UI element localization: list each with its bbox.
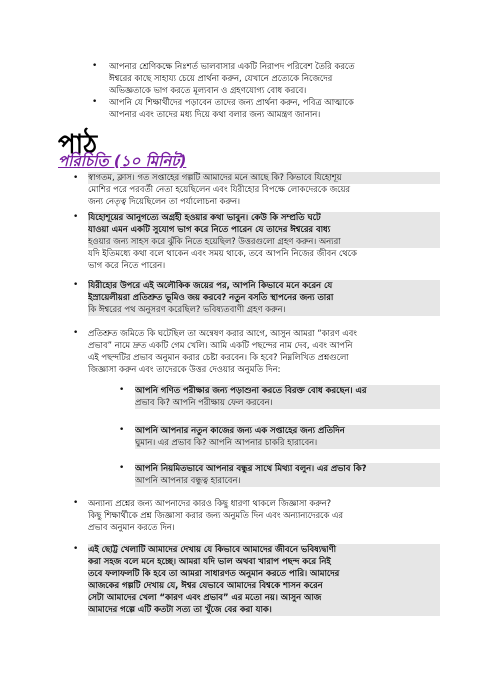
lesson-item-1-line-2: মোশির পরে পরবর্তী নেতা হয়েছিলেন এবং যিরীহোর বিপক্ষে লোকদেরকে জয়ের	[88, 184, 351, 194]
bullet-icon: •	[92, 97, 98, 107]
closing-item-1-line-1: অন্যান্য প্রশ্নের জন্য আপনাদের কারও কিছু ধারণা থাকলে জিজ্ঞাসা করুন?	[88, 498, 332, 508]
bullet-icon: •	[73, 328, 79, 338]
lesson-item-4-line-3: এই পছন্দটির প্রভাব অনুমান করার চেষ্টা করবেন। কি হবে? নিম্নলিখিত প্রশ্নগুলো	[88, 352, 349, 362]
bullet-icon: •	[73, 280, 79, 290]
lesson-item-2-line-4: যদি ইতিমধ্যে কথা বলে থাকেন এবং সময় থাকে, তবে আপনি নিজের জীবন থেকে	[88, 248, 357, 258]
intro-item-2-line-2: আপনার এবং তাদের মধ্য দিয়ে কথা বলার জন্য আমন্ত্রণ জানান।	[109, 109, 321, 119]
lesson-item-3-line-1: যিরীহোর উপরে এই অলৌকিক জয়ের পর, আপনি কিভাবে মনে করেন যে	[88, 280, 440, 292]
lesson-item-2-line-1: যিহোশূয়ের আনুগত্যে অগ্রহী হওয়ার কথা ভাবুন। কেউ কি সম্প্রতি ঘটে	[88, 212, 440, 224]
lesson-item-3-line-3: কি ঈশ্বরের পথ অনুসরণ করেছিল? ভবিষ্যতবাণী গ্রহণ করুন।	[88, 304, 440, 316]
closing-item-2-line-1: এই ছোট্ট খেলাটি আমাদের দেখায় যে কিভাবে আমাদের জীবনে ভবিষ্যদ্বাণী	[88, 544, 440, 556]
intro-item-1-line-2: ঈশ্বরের কাছে সাহায্য চেয়ে প্রার্থনা করুন, যেখানে প্রত্যেকে নিজেদের	[109, 73, 333, 83]
bullet-icon: •	[119, 385, 125, 395]
section-heading: পাঠ	[58, 130, 98, 160]
bullet-icon: •	[73, 212, 79, 222]
lesson-item-2-line-2: যাওয়া এমন একটি সুযোগ ভাগ করে নিতে পারেন যে তাদের ঈশ্বরের বাধ্য	[88, 224, 440, 236]
intro-item-1-line-1: আপনার শ্রেণিকক্ষে নিঃশর্ত ভালবাসার একটি নিরাপদ পরিবেশ তৈরি করতে	[109, 61, 355, 71]
intro-item-2-line-1: আপনি যে শিক্ষার্থীদের পড়াবেন তাদের জন্য প্রার্থনা করুন, পবিত্র আত্মাকে	[109, 97, 354, 107]
sub-item-2-line-1: আপনি আপনার নতুন কাজের জন্য এক সপ্তাহের জন্য প্রতিদিন	[135, 425, 440, 437]
lesson-item-2-line-5: ভাগ করে নিতে পারেন।	[88, 260, 166, 270]
bullet-icon: •	[73, 544, 79, 554]
lesson-item-4-line-2: প্রভাব” নামে দ্রুত একটি গেম খেলি। আমি একটি পছন্দের নাম দেব, এবং আপনি	[88, 340, 353, 350]
lesson-item-1-line-1: স্বাগতম, ক্লাস। গত সপ্তাহের গল্পটি আমাদের মনে আছে কি? কিভাবে যিহোশূয়	[88, 172, 440, 184]
lesson-item-3-line-2: ইস্রায়েলীয়রা প্রতিশ্রুত ভূমিও জয় করবে? নতুন বসতি স্থাপনের জন্য তারা	[88, 292, 440, 304]
bullet-icon: •	[73, 498, 79, 508]
lesson-item-2-line-3: হওয়ার জন্য সাহস করে ঝুঁকি নিতে হয়েছিল? উত্তরগুলো গ্রহণ করুন। অন্যরা	[88, 236, 440, 248]
closing-item-1-line-3: প্রভাব অনুমান করতে দিন।	[88, 522, 175, 532]
sub-item-3-line-2: আপনি আপনার বন্ধুত্ব হারাবেন।	[135, 475, 440, 487]
bullet-icon: •	[92, 61, 98, 71]
closing-item-2-line-6: আমাদের গল্পে এটি কতটা সত্য তা খুঁজে বের করা যাক।	[88, 604, 440, 616]
closing-item-2-line-2: করা সহজ বলে মনে হচ্ছে। আমরা যদি ভাল অথবা খারাপ পছন্দ করে নিই	[88, 556, 440, 568]
lesson-item-4-line-4: জিজ্ঞাসা করুন এবং তাদেরকে উত্তর দেওয়ার অনুমতি দিন:	[88, 364, 281, 374]
intro-item-1-line-3: অভিজ্ঞতাকে ভাগ করতে মূল্যবান ও গ্রহণযোগ্য বোধ করবে।	[109, 85, 307, 95]
closing-item-2-line-4: আজকের গল্পটি দেখায় যে, ঈশ্বর যেভাবে আমাদের বিশ্বকে শাসন করেন	[88, 580, 440, 592]
closing-item-2-line-5: সেটা আমাদের খেলা “কারণ এবং প্রভাব” এর মতো নয়। আসুন আজ	[88, 592, 440, 604]
sub-item-2-line-2: ঘুমান। এর প্রভাব কি? আপনি আপনার চাকরি হারাবেন।	[135, 437, 440, 449]
bullet-icon: •	[119, 463, 125, 473]
section-subheading: পরিচিতি (১০ মিনিট)	[58, 152, 187, 170]
closing-item-1-line-2: কিছু শিক্ষার্থীকে প্রশ্ন জিজ্ঞাসা করার জন্য অনুমতি দিন এবং অন্যান্যদেরকে এর	[88, 510, 343, 520]
sub-item-3-line-1: আপনি নিয়মিতভাবে আপনার বন্ধুর সাথে মিথ্যা বলুন। এর প্রভাব কি?	[135, 463, 440, 475]
sub-item-1-line-1: আপনি গণিত পরীক্ষার জন্য পড়াশুনা করতে বিরক্ত বোধ করছেন। এর	[135, 385, 440, 397]
closing-item-2-line-3: তবে ফলাফলটি কি হবে তা আমরা সাধারণত অনুমান করতে পারি। আমাদের	[88, 568, 440, 580]
bullet-icon: •	[119, 425, 125, 435]
lesson-item-1-line-3: জন্য নেতৃত্ব দিয়েছিলেন তা পর্যালোচনা করুন।	[88, 196, 240, 206]
lesson-item-4-line-1: প্রতিশ্রুত জমিতে কি ঘটেছিল তা অন্বেষণ করার আগে, আসুন আমরা “কারণ এবং	[88, 328, 357, 338]
sub-item-1-line-2: প্রভাব কি? আপনি পরীক্ষায় ফেল করবেন।	[135, 397, 440, 409]
bullet-icon: •	[73, 173, 79, 183]
